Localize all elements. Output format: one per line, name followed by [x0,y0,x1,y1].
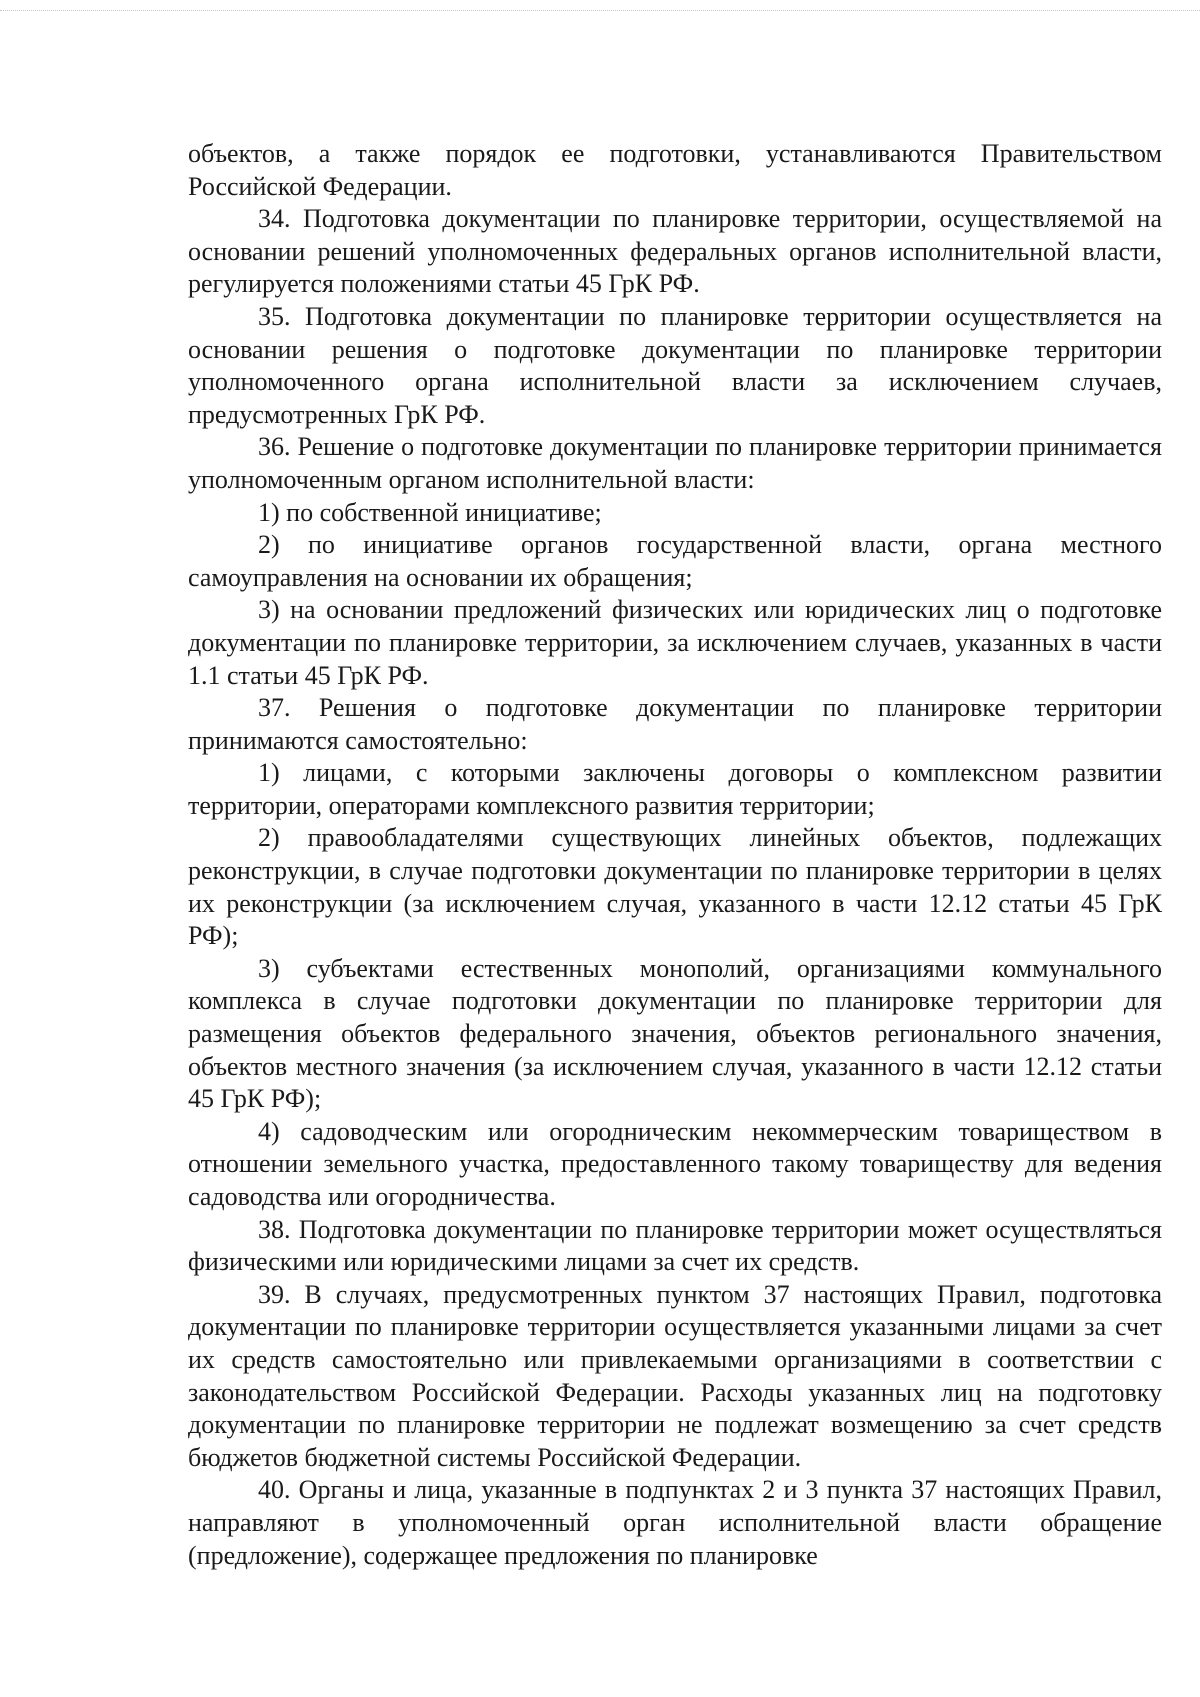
document-body [188,138,1162,1572]
paragraph-37-item-3: 3) субъектами естественных монополий, организациями коммунального комплекса в случае подготовки документации по планировке территории для размещения объектов федерального значения, объектов регионального значения, объектов местного значения (за исключением случая, указанного в части 12.12 статьи 45 ГрК РФ); [188,953,1162,1114]
paragraph-37-item-1: 1) лицами, с которыми заключены договоры о комплексном развитии территории, операторами комплексного развития территории; [188,758,1162,820]
paragraph-40: 40. Органы и лица, указанные в подпунктах 2 и 3 пункта 37 настоящих Правил, направляют в уполномоченный орган исполнительной власти обращение (предложение), содержащее предложения по планировке [188,1475,1162,1570]
paragraph-37-item-2: 2) правообладателями существующих линейных объектов, подлежащих реконструкции, в случае подготовки документации по планировке территории в целях их реконструкции (за исключением случая, указанного в части 12.12 статьи 45 ГрК РФ); [188,823,1162,951]
paragraph-39: 39. В случаях, предусмотренных пунктом 37 настоящих Правил, подготовка документации по планировке территории осуществляется указанными лицами за счет их средств самостоятельно или привлекаемыми организациями в соответствии с законодательством Российской Федерации. Расходы указанных лиц на подготовку документации по планировке территории не подлежат возмещению за счет средств бюджетов бюджетной системы Российской Федерации. [188,1279,1162,1472]
paragraph-36: 36. Решение о подготовке документации по планировке территории принимается уполномоченным органом исполнительной власти: [188,432,1162,494]
paragraph-37-item-4: 4) садоводческим или огородническим некоммерческим товариществом в отношении земельного участка, предоставленного такому товариществу для ведения садоводства или огородничества. [188,1116,1162,1211]
paragraph-34: 34. Подготовка документации по планировке территории, осуществляемой на основании решений уполномоченных федеральных органов исполнительной власти, регулируется положениями статьи 45 ГрК РФ. [188,204,1162,299]
paragraph-36-item-3: 3) на основании предложений физических или юридических лиц о подготовке документации по планировке территории, за исключением случаев, указанных в части 1.1 статьи 45 ГрК РФ. [188,595,1162,690]
paragraph-36-item-2: 2) по инициативе органов государственной власти, органа местного самоуправления на основании их обращения; [188,530,1162,592]
paragraph-38: 38. Подготовка документации по планировке территории может осуществляться физическими или юридическими лицами за счет их средств. [188,1214,1162,1277]
paragraph-35: 35. Подготовка документации по планировке территории осуществляется на основании решения о подготовке документации по планировке территории уполномоченного органа исполнительной власти за исключением случаев, предусмотренных ГрК РФ. [188,301,1162,429]
paragraph-37: 37. Решения о подготовке документации по планировке территории принимаются самостоятельно: [188,693,1162,755]
scan-edge [0,10,1200,11]
paragraph-continuation: объектов, а также порядок ее подготовки, устанавливаются Правительством Российской Федерации. [188,139,1162,201]
paragraph-36-item-1: 1) по собственной инициативе; [258,497,602,527]
